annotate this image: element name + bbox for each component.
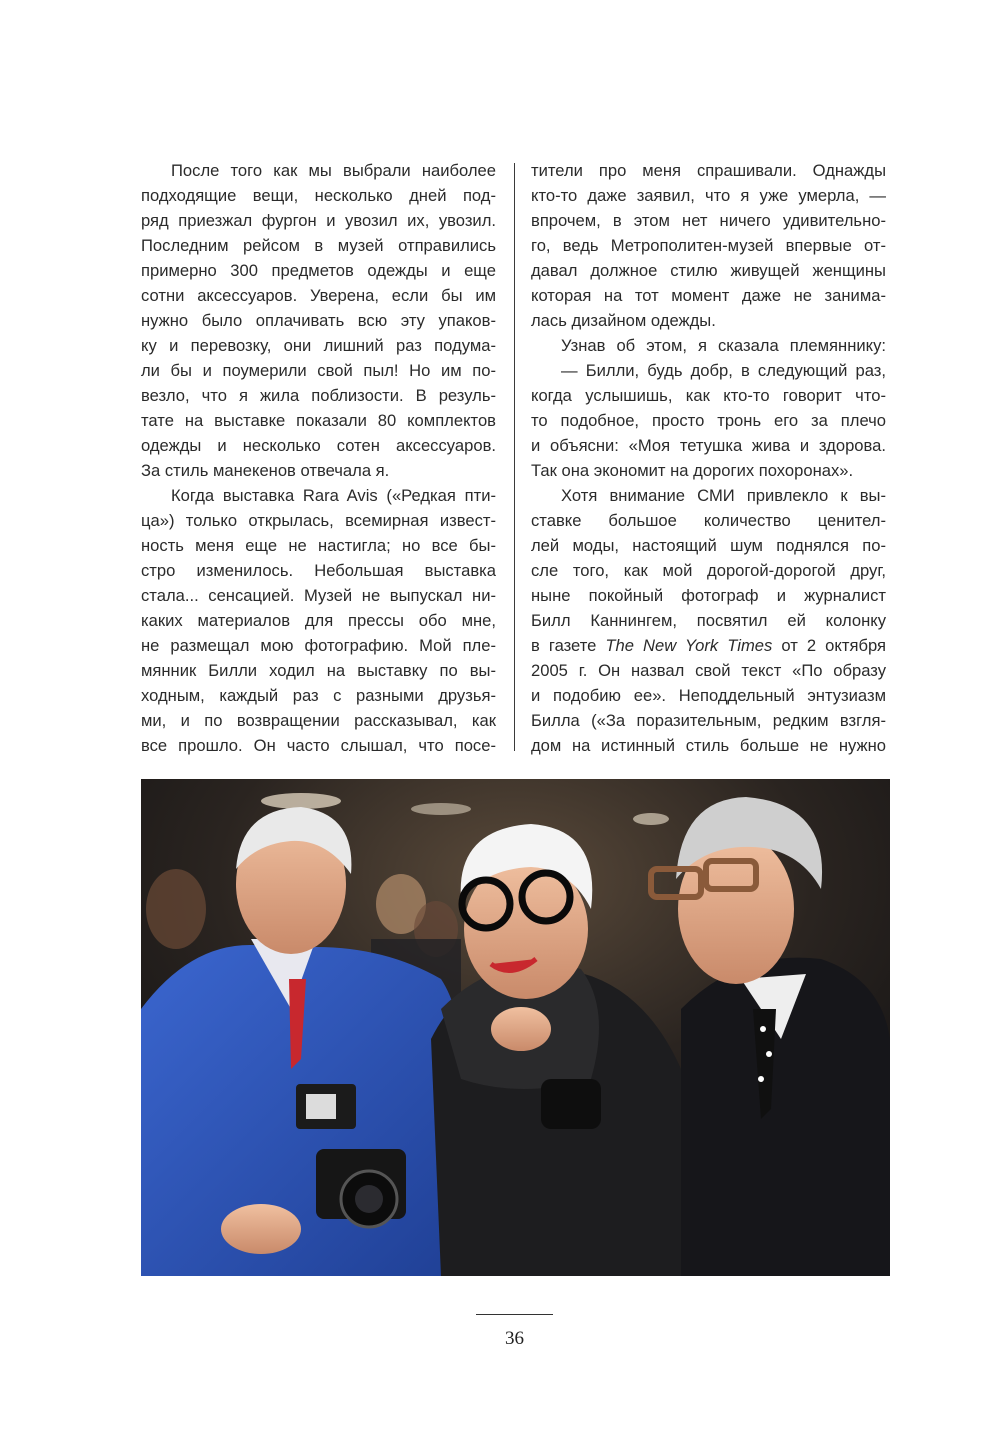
photo-illustration	[141, 779, 890, 1276]
text-line: После того как мы выбрали наиболее	[171, 161, 496, 180]
text-line: Хотя внимание СМИ привлекло к вы-	[561, 486, 886, 505]
text-line: когда услышишь, как кто-то говорит что-	[531, 386, 886, 405]
text-line: ность меня еще не настигла; но все бы-	[141, 536, 496, 555]
text-line: сле того, как мой дорогой-дорогой друг,	[531, 561, 886, 580]
text-line: го, ведь Метрополитен-музей впервые от-	[531, 236, 886, 255]
column-divider	[514, 163, 515, 751]
text-line: все прошло. Он часто слышал, что посе-	[141, 736, 496, 755]
text-fragment: от 2 октября	[772, 636, 886, 655]
text-line: кто-то даже заявил, что я уже умерла, —	[531, 186, 886, 205]
text-line: Последним рейсом в музей отправились	[141, 236, 496, 255]
text-line: Билла («За поразительным, редким взгля-	[531, 711, 886, 730]
newspaper-title: The New York Times	[605, 636, 773, 655]
text-line: тате на выставке показали 80 комплектов	[141, 411, 496, 430]
text-line: стала... сенсацией. Музей не выпускал ни-	[141, 586, 496, 605]
event-photograph	[141, 779, 890, 1276]
text-line: Билл Каннингем, посвятил ей колонку	[531, 611, 886, 630]
text-line: Так она экономит на дорогих похоронах».	[531, 461, 854, 480]
text-line: нужно было оплачивать всю эту упаков-	[141, 311, 496, 330]
page-number-rule	[476, 1314, 553, 1315]
text-line: тители про меня спрашивали. Однажды	[531, 161, 886, 180]
text-line: каких материалов для прессы обо мне,	[141, 611, 496, 630]
text-line: везло, что я жила поблизости. В резуль-	[141, 386, 496, 405]
text-line: дом на истинный стиль больше не нужно	[531, 736, 886, 755]
text-line: и подобию ее». Неподдельный энтузиазм	[531, 686, 886, 705]
text-line: сотни аксессуаров. Уверена, если бы им	[141, 286, 496, 305]
text-line: которая на тот момент даже не занима-	[531, 286, 886, 305]
text-line: Узнав об этом, я сказала племяннику:	[561, 336, 886, 355]
text-line: примерно 300 предметов одежды и еще	[141, 261, 496, 280]
right-text-column	[531, 158, 886, 758]
text-line: ставке большое количество ценител-	[531, 511, 886, 530]
text-line: лась дизайном одежды.	[531, 311, 716, 330]
text-line: стро изменилось. Небольшая выставка	[141, 561, 496, 580]
text-line: ли бы и поумерили свой пыл! Но им по-	[141, 361, 496, 380]
text-line: подходящие вещи, несколько дней под-	[141, 186, 496, 205]
text-line: ми, и по возвращении рассказывал, как	[141, 711, 496, 730]
text-line: 2005 г. Он назвал свой текст «По образу	[531, 661, 886, 680]
text-line: одежды и несколько сотен аксессуаров.	[141, 436, 496, 455]
text-line: мянник Билли ходил на выставку по вы-	[141, 661, 496, 680]
text-line: ныне покойный фотограф и журналист	[531, 586, 886, 605]
left-text-column	[141, 158, 496, 758]
text-line: и объясни: «Моя тетушка жива и здорова.	[531, 436, 886, 455]
text-fragment: в газете	[531, 636, 606, 655]
text-line: не размещал мою фотографию. Мой пле-	[141, 636, 496, 655]
text-line: лей моды, настоящий шум поднялся по-	[531, 536, 886, 555]
text-line: то подобное, просто тронь его за плечо	[531, 411, 886, 430]
text-line	[531, 633, 886, 658]
text-line: ца») только открылась, всемирная извест-	[141, 511, 496, 530]
text-line: — Билли, будь добр, в следующий раз,	[561, 361, 886, 380]
page-number: 36	[505, 1328, 524, 1349]
text-line: За стиль манекенов отвечала я.	[141, 461, 390, 480]
text-line: Когда выставка Rara Avis («Редкая пти-	[171, 486, 496, 505]
text-line: ходным, каждый раз с разными друзья-	[141, 686, 496, 705]
text-line: давал должное стилю живущей женщины	[531, 261, 886, 280]
text-line: ряд приезжал фургон и увозил их, увозил.	[141, 211, 496, 230]
text-line: ку и перевозку, они лишний раз подума-	[141, 336, 496, 355]
text-line: впрочем, в этом нет ничего удивительно-	[531, 211, 886, 230]
